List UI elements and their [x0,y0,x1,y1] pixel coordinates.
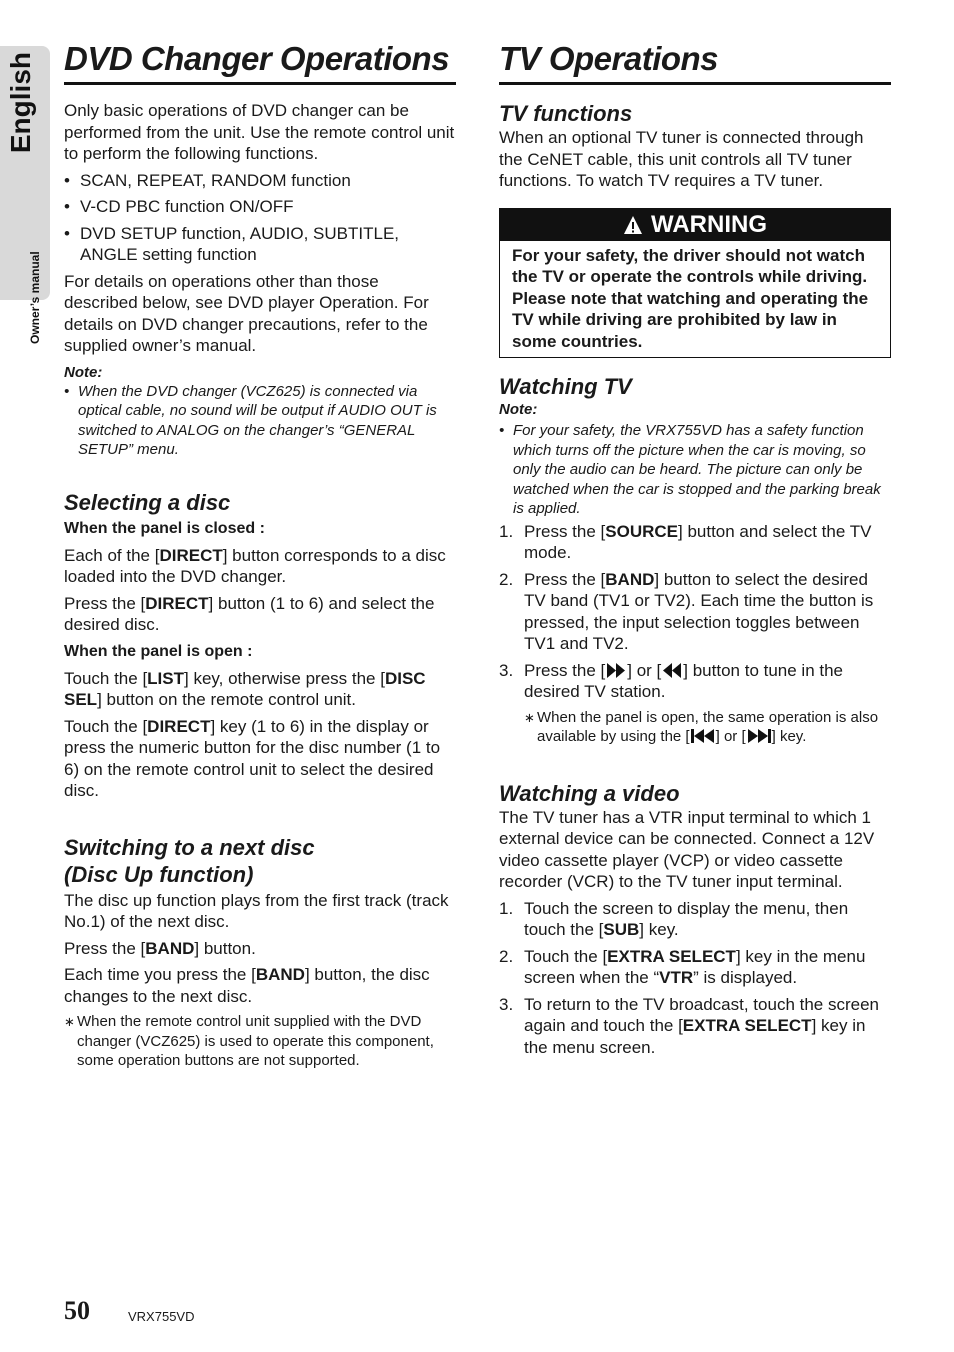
press-band-text: Press the [BAND] button. [64,938,256,958]
remote-asterisk-note: ∗ When the remote control unit supplied with the DVD changer (VCZ625) is used to operate this component, some operation buttons are not supported. [64,1012,456,1071]
closed-paragraph-2: Press the [DIRECT] button (1 to 6) and select the desired disc. [64,593,435,634]
page-number: 50 [64,1296,90,1325]
warning-box [499,208,891,359]
warning-text: For your safety, the driver should not watch the TV or operate the controls while driving. Please note that watching and operating the TV while driving are prohibited by law in some countries. [512,245,869,351]
warning-triangle-icon [623,215,643,235]
fast-forward-icon [605,663,627,678]
safety-note: • For your safety, the VRX755VD has a safety function which turns off the picture when the car is moving, so only the audio can be heard. The picture can only be watched when the car is stopped and the parking break is applied. [499,421,891,519]
heading-next-disc: Switching to a next disc (Disc Up function) [64,834,315,887]
panel-closed-label: When the panel is closed : [64,519,265,537]
closed-paragraph-1: Each of the [DIRECT] button corresponds to a disc loaded into the DVD changer. [64,545,446,586]
list-item: • SCAN, REPEAT, RANDOM function [64,170,456,192]
tv-functions-text: When an optional TV tuner is connected through the CeNET cable, this unit controls all TV tuner functions. To watch TV requires a TV tuner. [499,128,864,190]
heading-selecting-disc: Selecting a disc [64,489,231,515]
video-step-1: 1. Touch the screen to display the menu, then touch the [SUB] key. [499,898,849,939]
language-tab [0,46,50,344]
note-label: Note: [64,363,103,381]
rewind-icon [661,663,683,678]
list-item: • V-CD PBC function ON/OFF [64,196,456,218]
open-paragraph-2: Touch the [DIRECT] key (1 to 6) in the display or press the numeric button for the disc number (1 to 6) on the remote control unit to select the desired disc. [64,716,441,800]
tv-column [499,40,891,1058]
open-paragraph-1: Touch the [LIST] key, otherwise press the [DISC SEL] button on the remote control unit. [64,668,426,709]
intro-text: Only basic operations of DVD changer can be performed from the unit. Use the remote control unit to perform the following functions. [64,101,455,163]
details-text: For details on operations other than those described below, see DVD player Operation. For details on DVD changer precautions, refer to the supplied owner’s manual. [64,271,429,355]
section-title-tv: TV Operations [499,40,891,85]
heading-watching-tv: Watching TV [499,374,632,399]
skip-forward-icon [746,729,772,743]
section-title-dvd: DVD Changer Operations [64,40,456,85]
panel-open-asterisk: ∗ When the panel is open, the same operation is also available by using the [ ] or [ ] key. [524,708,891,747]
step-1: 1. Press the [SOURCE] button and select the TV mode. [499,521,872,562]
dvd-changer-column [64,40,456,1071]
video-step-3: 3. To return to the TV broadcast, touch the screen again and touch the [EXTRA SELECT] key in the menu screen. [499,994,879,1057]
model-label: VRX755VD [128,1309,195,1324]
warning-header [500,209,890,241]
note-label: Note: [499,401,538,418]
panel-open-label: When the panel is open : [64,642,253,660]
list-item: • DVD SETUP function, AUDIO, SUBTITLE, ANGLE setting function [64,223,456,266]
note-text: • When the DVD changer (VCZ625) is connected via optical cable, no sound will be output if AUDIO OUT is switched to ANALOG on the changer’s “GENERAL SETUP” menu. [64,382,456,460]
heading-watching-video: Watching a video [499,780,680,806]
language-label: English [5,52,36,154]
skip-back-icon [690,729,716,743]
manual-label: Owner’s manual [28,251,42,344]
step-2: 2. Press the [BAND] button to select the desired TV band (TV1 or TV2). Each time the button is pressed, the input selection toggles between TV1 and TV2. [499,569,874,653]
step-3: 3. Press the [ ] or [ ] button to tune in the desired TV station. [499,660,844,701]
warning-label: WARNING [651,210,767,238]
vtr-text: The TV tuner has a VTR input terminal to which 1 external device can be connected. Connect a 12V video cassette player (VCP) or video cassette recorder (VCR) to the TV tuner input terminal. [499,807,875,891]
function-list [64,170,456,266]
band-each-time-text: Each time you press the [BAND] button, the disc changes to the next disc. [64,965,430,1006]
heading-tv-functions: TV functions [499,101,633,126]
video-step-2: 2. Touch the [EXTRA SELECT] key in the menu screen when the “VTR” is displayed. [499,946,866,987]
disc-up-text: The disc up function plays from the first track (track No.1) of the next disc. [64,890,449,931]
